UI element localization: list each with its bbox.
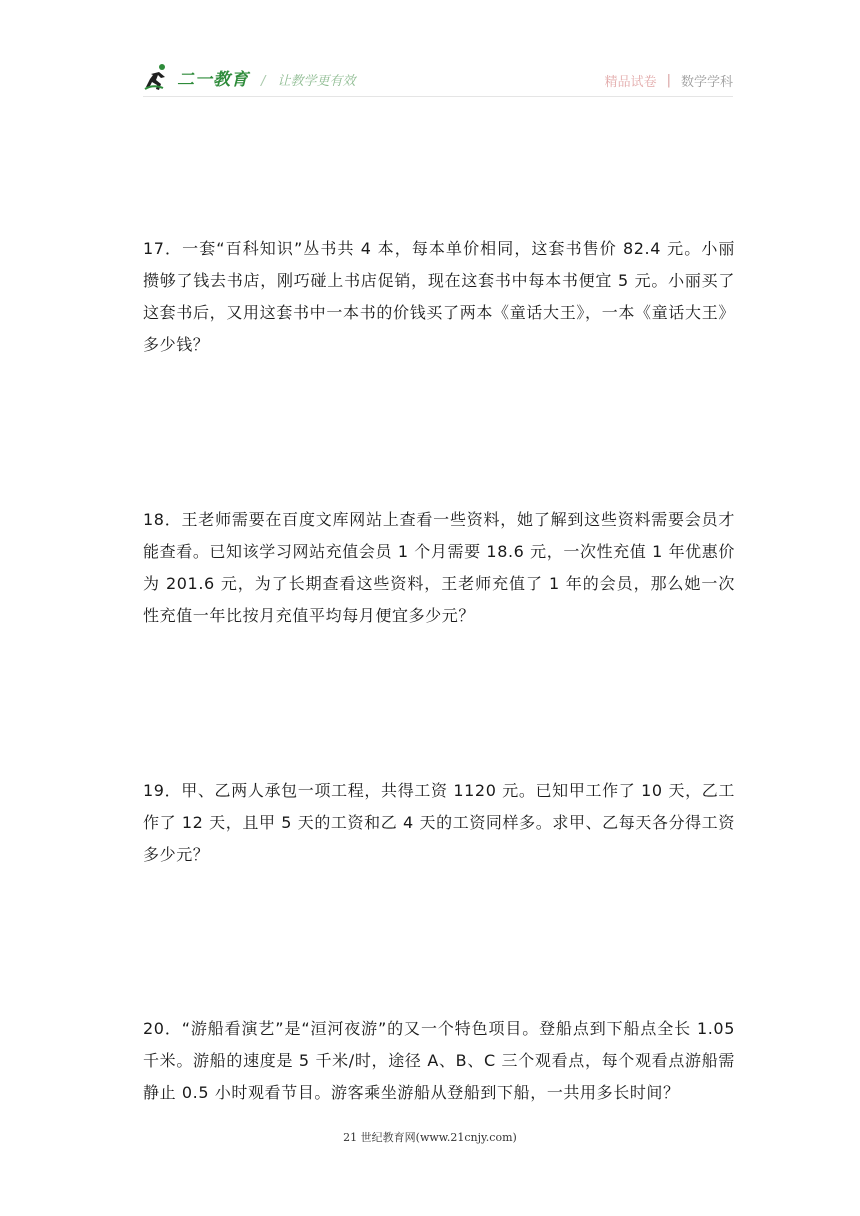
logo [143,62,249,92]
header-tags [605,71,733,90]
slogan-separator: / [261,74,266,89]
problem-18: 18．王老师需要在百度文库网站上查看一些资料，她了解到这些资料需要会员才能查看。已知该学习网站充值会员 1 个月需要 18.6 元，一次性充值 1 年优惠价为 201.6 元，为了长期查看这些资料，王老师充值了 1 年的会员，那么她一次性充值一年比按月充值平均每月便宜多少元？ [143,510,735,625]
page-header [143,62,733,98]
tag-divider: | [666,73,671,88]
header-rule [143,96,733,97]
problem-17: 17．一套“百科知识”丛书共 4 本，每本单价相同，这套书售价 82.4 元。小丽攒够了钱去书店，刚巧碰上书店促销，现在这套书中每本书便宜 5 元。小丽买了这套书后，又用这套书中一本书的价钱买了两本《童话大王》，一本《童话大王》多少钱？ [143,239,735,354]
slogan-text: 让教学更有效 [277,74,356,89]
logo-text: 二一教育 [177,69,249,90]
running-figure-icon [143,62,173,92]
problem-19: 19．甲、乙两人承包一项工程，共得工资 1120 元。已知甲工作了 10 天，乙工作了 12 天，且甲 5 天的工资和乙 4 天的工资同样多。求甲、乙每天各分得工资多少元？ [143,781,735,864]
problem-20: 20．“游船看演艺”是“洹河夜游”的又一个特色项目。登船点到下船点全长 1.05 千米。游船的速度是 5 千米/时，途径 A、B、C 三个观看点，每个观看点游船需静止 0.5 小时观看节目。游客乘坐游船从登船到下船，一共用多长时间？ [143,1019,735,1102]
tag-premium-paper: 精品试卷 [604,75,657,90]
slogan [261,70,356,89]
tag-subject: 数学学科 [680,75,733,90]
page-footer: 21 世纪教育网(www.21cnjy.com) [343,1131,517,1144]
